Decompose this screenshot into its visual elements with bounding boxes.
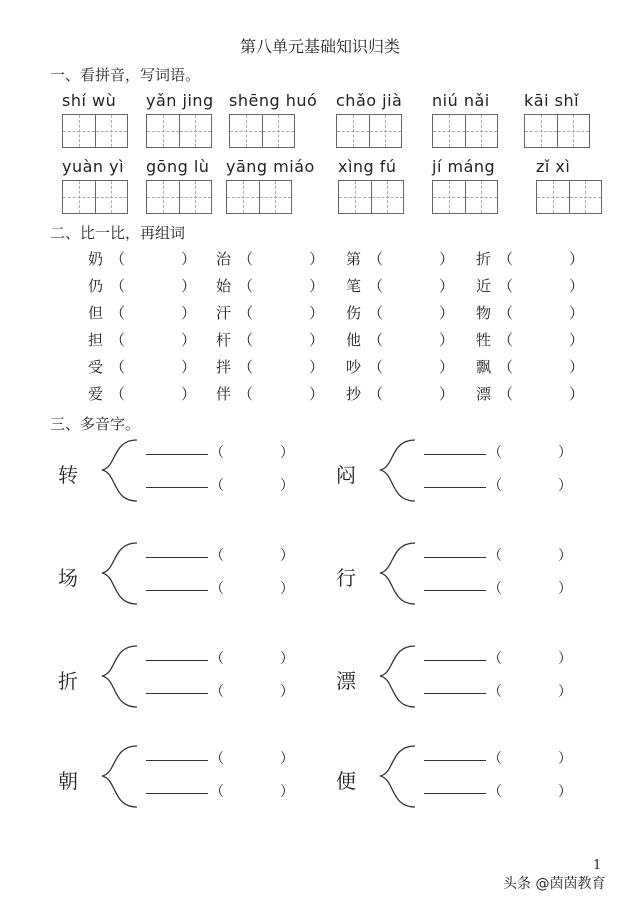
compare-cell xyxy=(476,275,584,296)
compare-char: 汗 xyxy=(216,304,232,322)
paren-close: ） xyxy=(181,385,197,403)
paren-close: ） xyxy=(569,358,585,376)
paren-open: （ xyxy=(368,304,384,322)
compare-row xyxy=(0,383,640,409)
paren-open: （ xyxy=(110,331,126,349)
answer-line[interactable] xyxy=(424,793,486,794)
polyphone-char: 折 xyxy=(58,669,78,693)
paren-open: （ xyxy=(210,478,224,494)
compare-row xyxy=(0,329,640,355)
paren-close: ） xyxy=(439,304,455,322)
compare-cell xyxy=(216,275,324,296)
writing-boxes[interactable] xyxy=(536,180,602,214)
writing-boxes[interactable] xyxy=(229,114,295,148)
writing-boxes[interactable] xyxy=(336,114,402,148)
compare-char: 始 xyxy=(216,277,232,295)
compare-cell xyxy=(476,383,584,404)
paren-close: ） xyxy=(558,684,572,700)
answer-line[interactable] xyxy=(146,590,208,591)
paren-close: ） xyxy=(558,784,572,800)
pinyin-text: kāi shǐ xyxy=(524,91,580,110)
compare-char: 杆 xyxy=(216,331,232,349)
polyphone-block xyxy=(58,437,338,517)
pinyin-text: xìng fú xyxy=(338,157,397,176)
paren-close: ） xyxy=(181,277,197,295)
paren-open: （ xyxy=(368,250,384,268)
paren-open: （ xyxy=(238,331,254,349)
compare-char: 受 xyxy=(88,358,104,376)
paren-open: （ xyxy=(488,684,502,700)
paren-close: ） xyxy=(558,581,572,597)
paren-open: （ xyxy=(488,548,502,564)
paren-open: （ xyxy=(238,385,254,403)
compare-cell xyxy=(216,248,324,269)
paren-close: ） xyxy=(309,304,325,322)
paren-close: ） xyxy=(181,358,197,376)
paren-close: ） xyxy=(181,304,197,322)
paren-close: ） xyxy=(280,784,294,800)
paren-close: ） xyxy=(280,684,294,700)
compare-char: 物 xyxy=(476,304,492,322)
paren-close: ） xyxy=(309,250,325,268)
compare-cell xyxy=(476,329,584,350)
compare-cell xyxy=(216,302,324,323)
paren-open: （ xyxy=(368,331,384,349)
polyphone-char: 场 xyxy=(58,566,78,590)
page-number: 1 xyxy=(593,858,602,873)
paren-close: ） xyxy=(569,277,585,295)
pinyin-text: jí máng xyxy=(432,157,496,176)
compare-cell xyxy=(476,248,584,269)
pinyin-text: chǎo jià xyxy=(336,91,403,110)
pinyin-text: niú nǎi xyxy=(432,91,490,110)
curly-brace-icon xyxy=(82,743,142,813)
compare-char: 飘 xyxy=(476,358,492,376)
compare-char: 笔 xyxy=(346,277,362,295)
paren-open: （ xyxy=(368,358,384,376)
compare-cell xyxy=(346,356,454,377)
answer-line[interactable] xyxy=(146,487,208,488)
pinyin-item xyxy=(336,90,446,148)
polyphone-block xyxy=(336,540,616,620)
paren-close: ） xyxy=(280,478,294,494)
compare-cell xyxy=(88,356,196,377)
writing-boxes[interactable] xyxy=(338,180,404,214)
compare-char: 仍 xyxy=(88,277,104,295)
paren-close: ） xyxy=(280,651,294,667)
pinyin-item xyxy=(432,156,542,214)
pinyin-text: gōng lù xyxy=(146,157,210,176)
paren-open: （ xyxy=(488,581,502,597)
pinyin-item xyxy=(536,156,640,214)
paren-open: （ xyxy=(210,581,224,597)
paren-close: ） xyxy=(558,751,572,767)
paren-open: （ xyxy=(238,358,254,376)
compare-cell xyxy=(476,302,584,323)
paren-close: ） xyxy=(439,385,455,403)
answer-line[interactable] xyxy=(424,454,486,455)
polyphone-block xyxy=(58,540,338,620)
curly-brace-icon xyxy=(82,540,142,610)
compare-cell xyxy=(346,329,454,350)
compare-char: 伤 xyxy=(346,304,362,322)
compare-char: 折 xyxy=(476,250,492,268)
pinyin-item xyxy=(226,156,336,214)
compare-char: 第 xyxy=(346,250,362,268)
compare-row xyxy=(0,275,640,301)
answer-line[interactable] xyxy=(424,660,486,661)
paren-open: （ xyxy=(498,304,514,322)
page-title: 第八单元基础知识归类 xyxy=(239,37,400,56)
answer-line[interactable] xyxy=(424,590,486,591)
polyphone-block xyxy=(58,743,338,823)
watermark: 头条 @茵茵教育 xyxy=(503,876,606,892)
compare-cell xyxy=(216,356,324,377)
paren-close: ） xyxy=(558,651,572,667)
paren-close: ） xyxy=(569,385,585,403)
curly-brace-icon xyxy=(360,540,420,610)
curly-brace-icon xyxy=(360,643,420,713)
compare-char: 近 xyxy=(476,277,492,295)
paren-open: （ xyxy=(498,358,514,376)
paren-open: （ xyxy=(210,651,224,667)
paren-open: （ xyxy=(488,651,502,667)
writing-boxes[interactable] xyxy=(432,114,498,148)
paren-close: ） xyxy=(439,277,455,295)
writing-boxes[interactable] xyxy=(62,180,128,214)
compare-cell xyxy=(216,329,324,350)
paren-open: （ xyxy=(210,751,224,767)
polyphone-char: 行 xyxy=(336,566,356,590)
paren-open: （ xyxy=(110,277,126,295)
compare-cell xyxy=(346,275,454,296)
answer-line[interactable] xyxy=(424,760,486,761)
compare-char: 吵 xyxy=(346,358,362,376)
compare-row xyxy=(0,248,640,274)
paren-open: （ xyxy=(210,548,224,564)
polyphone-block xyxy=(336,437,616,517)
answer-line[interactable] xyxy=(146,557,208,558)
paren-open: （ xyxy=(210,684,224,700)
paren-open: （ xyxy=(238,250,254,268)
paren-close: ） xyxy=(569,304,585,322)
curly-brace-icon xyxy=(82,437,142,507)
paren-close: ） xyxy=(309,358,325,376)
curly-brace-icon xyxy=(360,437,420,507)
writing-boxes[interactable] xyxy=(62,114,128,148)
compare-char: 伴 xyxy=(216,385,232,403)
paren-close: ） xyxy=(558,445,572,461)
paren-close: ） xyxy=(280,445,294,461)
compare-char: 奶 xyxy=(88,250,104,268)
paren-close: ） xyxy=(439,358,455,376)
writing-boxes[interactable] xyxy=(146,180,212,214)
paren-open: （ xyxy=(498,385,514,403)
paren-open: （ xyxy=(498,331,514,349)
paren-open: （ xyxy=(210,445,224,461)
polyphone-char: 漂 xyxy=(336,669,356,693)
answer-line[interactable] xyxy=(146,693,208,694)
compare-char: 抄 xyxy=(346,385,362,403)
compare-char: 担 xyxy=(88,331,104,349)
paren-open: （ xyxy=(238,304,254,322)
pinyin-text: yǎn jing xyxy=(146,91,214,110)
paren-open: （ xyxy=(498,250,514,268)
writing-boxes[interactable] xyxy=(524,114,590,148)
compare-cell xyxy=(88,329,196,350)
compare-cell xyxy=(88,275,196,296)
paren-close: ） xyxy=(280,751,294,767)
paren-close: ） xyxy=(309,277,325,295)
paren-open: （ xyxy=(210,784,224,800)
answer-line[interactable] xyxy=(424,693,486,694)
polyphone-block xyxy=(336,743,616,823)
section-1-heading: 一、看拼音，写词语。 xyxy=(50,66,201,84)
paren-open: （ xyxy=(488,784,502,800)
paren-close: ） xyxy=(280,581,294,597)
compare-row xyxy=(0,302,640,328)
paren-close: ） xyxy=(181,250,197,268)
paren-close: ） xyxy=(569,250,585,268)
paren-close: ） xyxy=(558,478,572,494)
paren-open: （ xyxy=(368,385,384,403)
polyphone-char: 朝 xyxy=(58,769,78,793)
compare-row xyxy=(0,356,640,382)
compare-char: 但 xyxy=(88,304,104,322)
compare-cell xyxy=(88,302,196,323)
polyphone-char: 闷 xyxy=(336,463,356,487)
paren-open: （ xyxy=(110,250,126,268)
paren-close: ） xyxy=(181,331,197,349)
compare-cell xyxy=(88,248,196,269)
paren-close: ） xyxy=(439,331,455,349)
paren-close: ） xyxy=(280,548,294,564)
paren-open: （ xyxy=(488,445,502,461)
curly-brace-icon xyxy=(82,643,142,713)
writing-boxes[interactable] xyxy=(226,180,292,214)
section-3-heading: 三、多音字。 xyxy=(50,415,141,433)
section-2-heading: 二、比一比，再组词 xyxy=(50,224,186,242)
compare-char: 漂 xyxy=(476,385,492,403)
answer-line[interactable] xyxy=(146,660,208,661)
compare-cell xyxy=(346,383,454,404)
compare-cell xyxy=(88,383,196,404)
answer-line[interactable] xyxy=(146,793,208,794)
paren-open: （ xyxy=(488,751,502,767)
polyphone-char: 便 xyxy=(336,769,356,793)
polyphone-block xyxy=(58,643,338,723)
pinyin-text: yāng miáo xyxy=(226,157,315,176)
pinyin-text: shēng huó xyxy=(229,91,318,110)
paren-open: （ xyxy=(238,277,254,295)
compare-cell xyxy=(476,356,584,377)
compare-cell xyxy=(346,248,454,269)
paren-open: （ xyxy=(488,478,502,494)
pinyin-item xyxy=(524,90,634,148)
answer-line[interactable] xyxy=(424,557,486,558)
paren-open: （ xyxy=(368,277,384,295)
paren-open: （ xyxy=(498,277,514,295)
paren-close: ） xyxy=(558,548,572,564)
paren-close: ） xyxy=(439,250,455,268)
paren-open: （ xyxy=(110,304,126,322)
compare-char: 拌 xyxy=(216,358,232,376)
writing-boxes[interactable] xyxy=(432,180,498,214)
polyphone-char: 转 xyxy=(58,463,78,487)
paren-close: ） xyxy=(569,331,585,349)
compare-cell xyxy=(216,383,324,404)
answer-line[interactable] xyxy=(146,760,208,761)
answer-line[interactable] xyxy=(146,454,208,455)
compare-cell xyxy=(346,302,454,323)
compare-char: 治 xyxy=(216,250,232,268)
answer-line[interactable] xyxy=(424,487,486,488)
pinyin-text: yuàn yì xyxy=(62,157,125,176)
compare-char: 他 xyxy=(346,331,362,349)
writing-boxes[interactable] xyxy=(146,114,212,148)
pinyin-text: zǐ xì xyxy=(536,157,571,176)
pinyin-item xyxy=(229,90,339,148)
paren-close: ） xyxy=(309,331,325,349)
polyphone-block xyxy=(336,643,616,723)
compare-char: 牲 xyxy=(476,331,492,349)
compare-char: 爱 xyxy=(88,385,104,403)
paren-open: （ xyxy=(110,358,126,376)
curly-brace-icon xyxy=(360,743,420,813)
pinyin-text: shí wù xyxy=(62,91,117,110)
paren-open: （ xyxy=(110,385,126,403)
paren-close: ） xyxy=(309,385,325,403)
